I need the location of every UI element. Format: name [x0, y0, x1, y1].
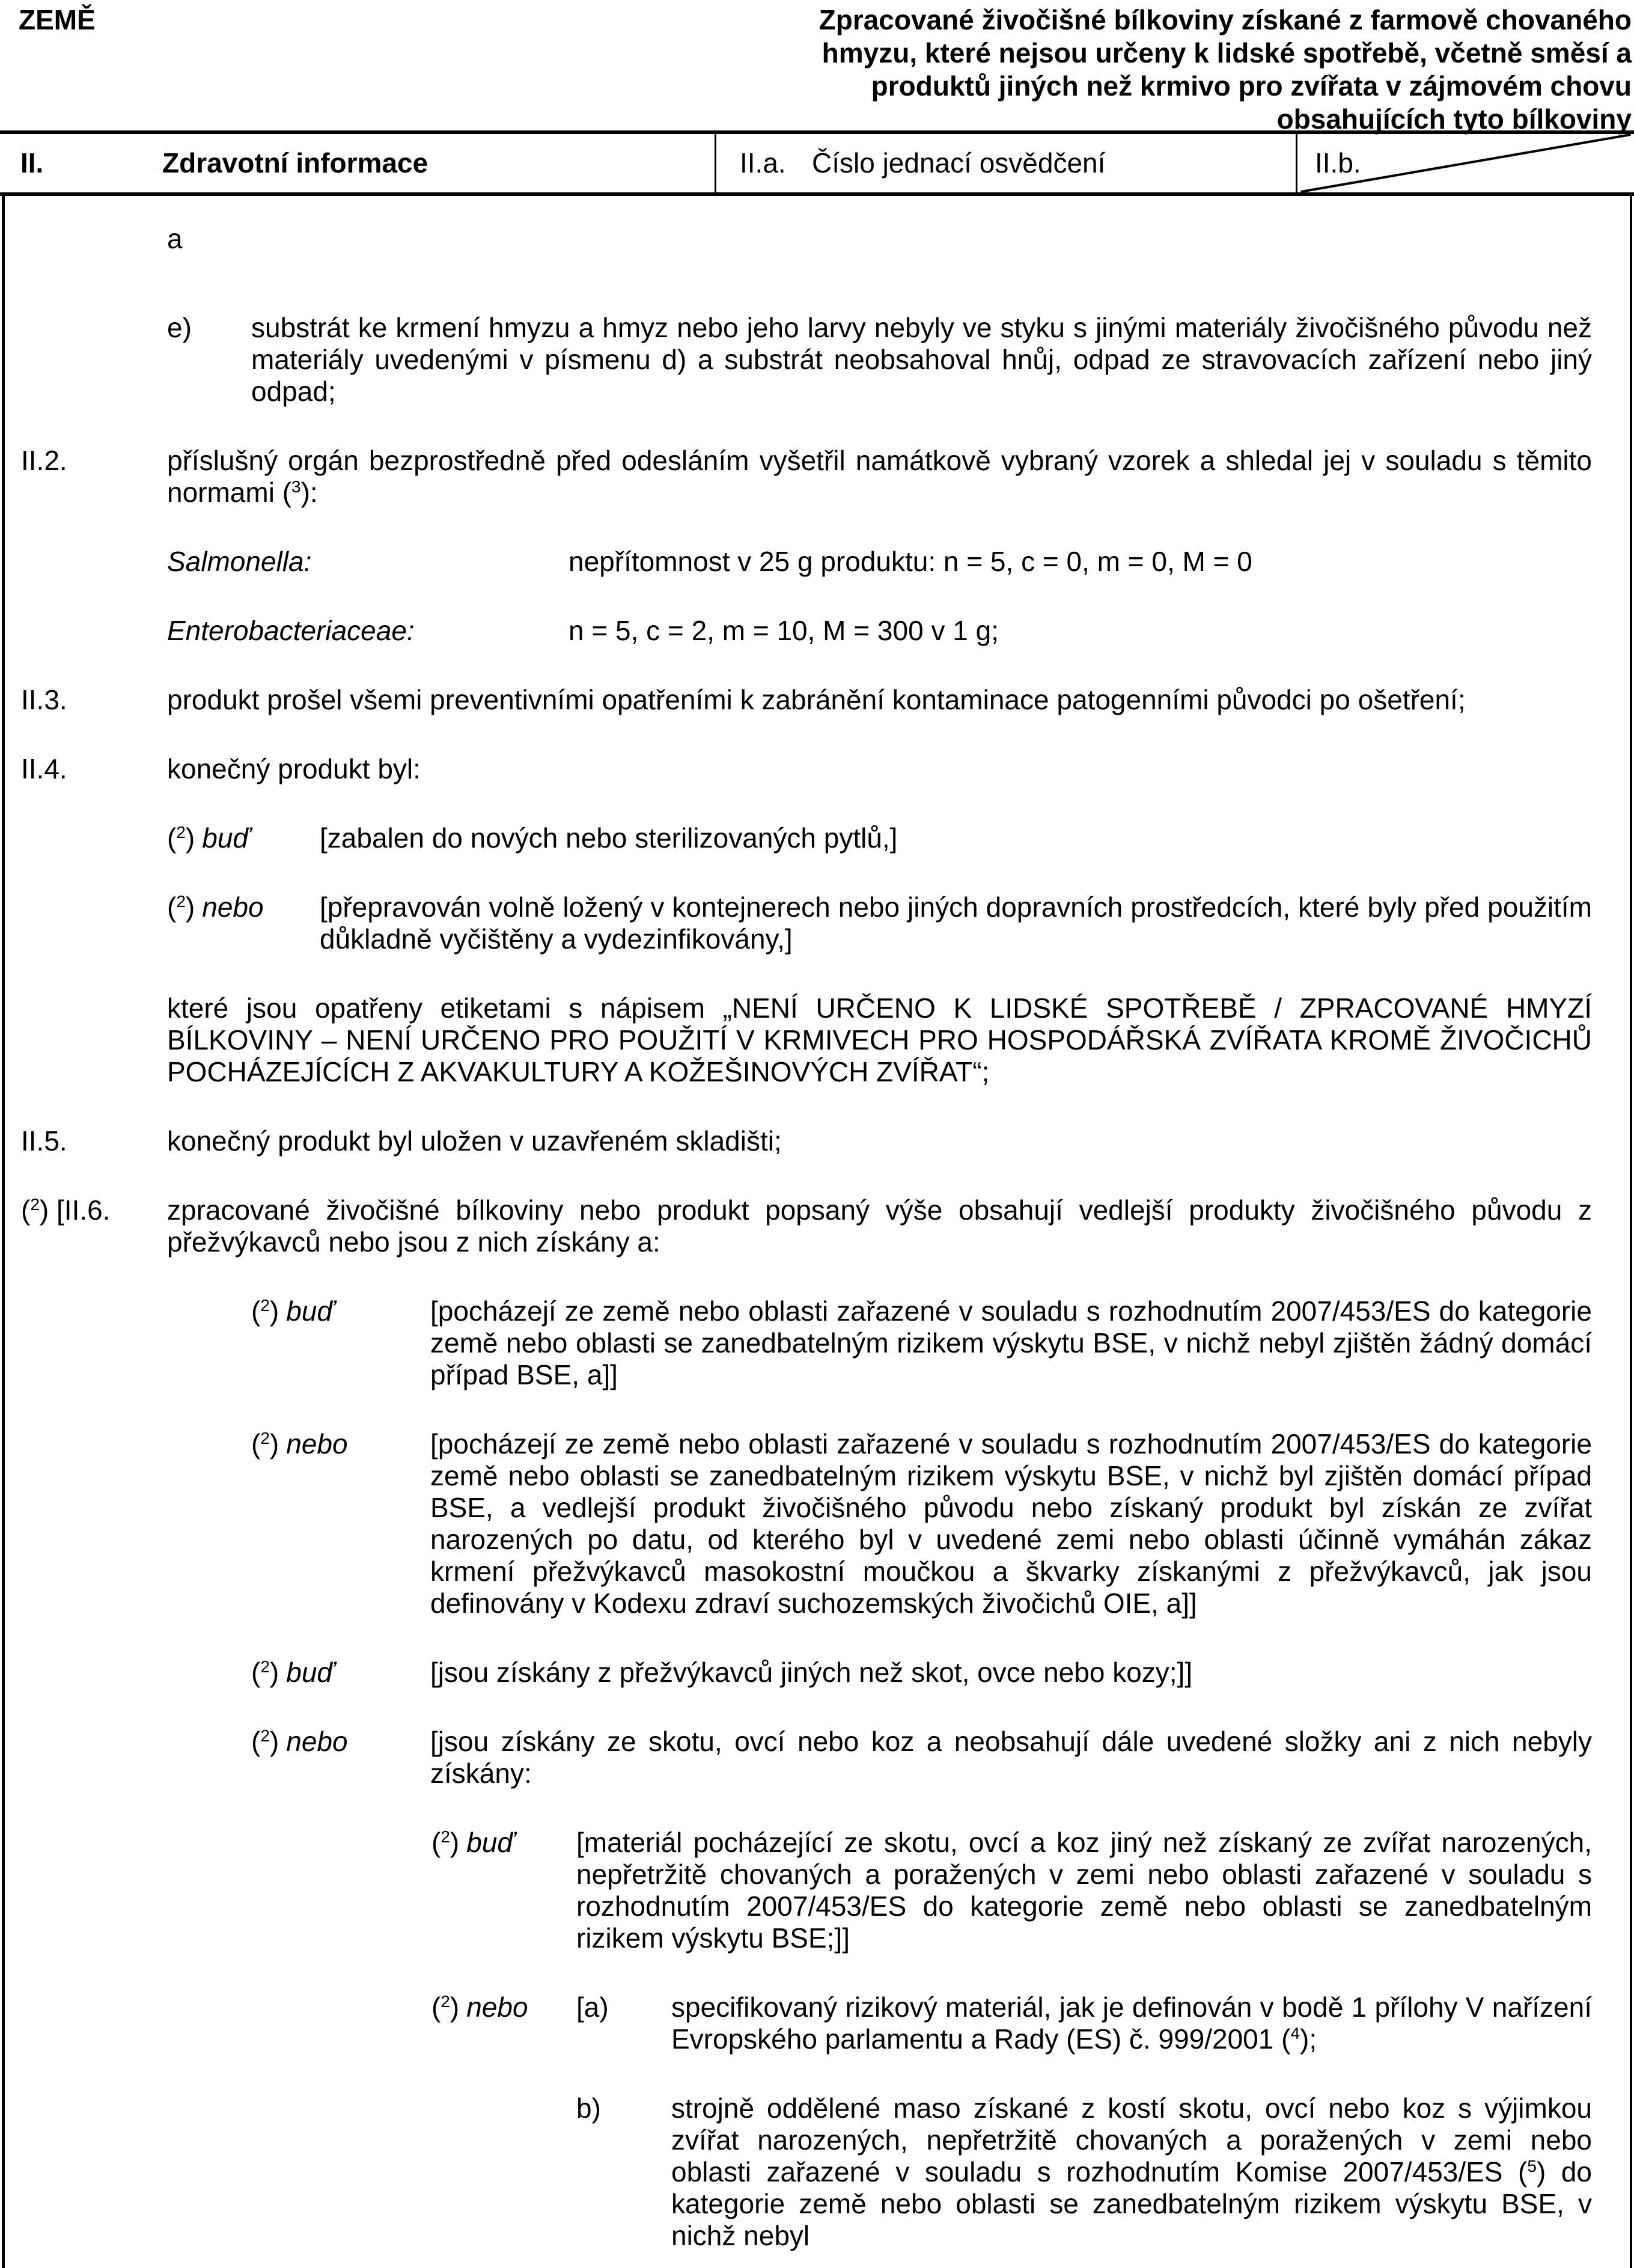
option-word-bud: buď	[466, 1827, 515, 1858]
option-either-material-text: [materiál pocházející ze skotu, ovcí a koz jiný než získaný ze zvířat narozených, nepřetržitě chovaných a poražených v zemi nebo oblasti zařazené v souladu s rozhodnutím 2007/453/ES do kategorie země nebo oblasti se zanedbatelným rizikem výskytu BSE;]]	[576, 1827, 1592, 1954]
point-b-row	[21, 2092, 1592, 2252]
part-ii-label: II.	[20, 147, 44, 179]
paren-close: )	[185, 822, 195, 854]
paren-close: )	[269, 1726, 279, 1757]
section-ii2-label: II.2.	[21, 445, 67, 476]
salmonella-label: Salmonella:	[167, 546, 312, 577]
section-ii5-text: konečný produkt byl uložen v uzavřeném skladišti;	[167, 1125, 782, 1157]
header-table	[0, 130, 1634, 196]
section-ii3-label: II.3.	[21, 684, 67, 715]
footnote-ref-3: 3	[291, 477, 301, 496]
option-either-non-bovine-ruminants-text: [jsou získány z přežvýkavců jiných než skot, ovce nebo kozy;]]	[430, 1657, 1193, 1688]
conjunction-a-text: a	[167, 223, 183, 254]
option-word-bud: buď	[286, 1657, 335, 1688]
health-information-body	[2, 196, 1632, 2268]
paren-open: (	[167, 891, 177, 923]
section-ii4-label: II.4.	[21, 753, 67, 784]
point-a-text-part1: specifikovaný rizikový materiál, jak je definován v bodě 1 přílohy V nařízení Evropského parlamentu a Rady (ES) č. 999/2001 (	[671, 1991, 1592, 2055]
country-label: ZEMĚ	[19, 4, 96, 35]
point-a-text-part2: );	[1300, 2023, 1317, 2055]
paren-close: )	[269, 1428, 279, 1460]
option-or-bovine-ovine-caprine-row	[21, 1726, 1592, 1790]
point-b-text-part1: strojně oddělené maso získané z kostí skotu, ovcí nebo koz s výjimkou zvířat narozených, nepřetržitě chovaných a poražených v zemi nebo oblasti zařazené v souladu s rozhodnutím Komise 2007/453/ES (	[671, 2092, 1592, 2187]
paren-open: (	[431, 1827, 441, 1858]
point-a-label: [a)	[576, 1991, 609, 2023]
paren-close: )	[269, 1295, 279, 1327]
footnote-ref-2: 2	[260, 1429, 270, 1447]
option-or-bovine-ovine-caprine-mark	[251, 1726, 430, 1758]
option-or-specified-risk-material-mark	[431, 1991, 576, 2023]
footnote-ref-2: 2	[30, 1195, 40, 1214]
option-word-nebo: nebo	[202, 891, 264, 923]
option-either-non-bovine-ruminants-row	[21, 1657, 1592, 1689]
paren-open: (	[431, 1991, 441, 2023]
conjunction-a-row	[21, 223, 1592, 255]
enterobacteriaceae-label: Enterobacteriaceae:	[167, 615, 415, 646]
footnote-ref-2: 2	[176, 892, 186, 911]
point-b-label: b)	[576, 2092, 601, 2124]
local-reference-cell	[1296, 134, 1634, 192]
section-ii2-text-part1: příslušný orgán bezprostředně před odesláním vyšetřil namátkově vybraný vzorek a shledal jej v souladu s těmito normami (	[167, 445, 1592, 508]
footnote-ref-2: 2	[260, 1726, 270, 1745]
option-or-bulk-transport-text: [přepravován volně ložený v kontejnerech nebo jiných dopravních prostředcích, které byly před použitím důkladně vyčištěny a vydezinfikovány,]	[320, 891, 1592, 955]
section-ii3-text: produkt prošel všemi preventivními opatřeními k zabránění kontaminace patogenními původci po ošetření;	[167, 684, 1466, 715]
footnote-ref-2: 2	[260, 1296, 270, 1315]
local-ref-label: II.b.	[1315, 147, 1361, 179]
ref-number-title: Číslo jednací osvědčení	[812, 147, 1106, 179]
option-either-packaging-text: [zabalen do nových nebo sterilizovaných pytlů,]	[320, 822, 898, 854]
labelling-note-row	[21, 992, 1592, 1088]
option-either-material-row	[21, 1827, 1592, 1954]
point-e-row	[21, 312, 1592, 408]
section-ii2-text-part2: ):	[300, 477, 318, 508]
point-a-text	[671, 1991, 1592, 2055]
point-e-text: substrát ke krmení hmyzu a hmyz nebo jeho larvy nebyly ve styku s jinými materiály živočišného původu než materiály uvedenými v písmenu d) a substrát neobsahoval hnůj, odpad ze stravovacích zařízení nebo jiný odpad;	[251, 312, 1592, 407]
section-ii4-text: konečný produkt byl:	[167, 753, 421, 784]
option-or-bse-indigenous-case-row	[21, 1428, 1592, 1619]
part-ii-title: Zdravotní informace	[162, 147, 428, 179]
option-either-non-bovine-ruminants-mark	[251, 1657, 430, 1689]
paren-open: (	[167, 822, 177, 854]
footnote-ref-2: 2	[441, 1992, 450, 2011]
section-ii6-label	[21, 1194, 167, 1226]
footnote-ref-4: 4	[1290, 2024, 1300, 2043]
section-ii4-row	[21, 753, 1592, 785]
option-word-nebo: nebo	[466, 1991, 528, 2023]
paren-close: )	[450, 1827, 460, 1858]
section-ii6-row	[21, 1194, 1592, 1258]
footnote-ref-2: 2	[176, 823, 186, 842]
point-e-label: e)	[167, 312, 192, 343]
option-or-bulk-transport-row	[21, 891, 1592, 955]
section-ii6-number: [II.6.	[49, 1194, 111, 1226]
option-or-specified-risk-material-row	[21, 1991, 1592, 2055]
certificate-title: Zpracované živočišné bílkoviny získané z farmově chovaného hmyzu, které nejsou určeny k lidské spotřebě, včetně směsí a produktů jiných než krmivo pro zvířata v zájmovém chovu obsahujících tyto bílkoviny	[819, 4, 1632, 135]
option-or-bulk-transport-mark	[167, 891, 320, 923]
paren-close: )	[450, 1991, 460, 2023]
option-or-bse-indigenous-case-mark	[251, 1428, 430, 1460]
health-information-header-cell	[0, 134, 715, 192]
option-either-bse-negligible-text: [pocházejí ze země nebo oblasti zařazené v souladu s rozhodnutím 2007/453/ES do kategorie země nebo oblasti se zanedbatelným rizikem výskytu BSE, v nichž nebyl zjištěn žádný domácí případ BSE, a]]	[430, 1295, 1592, 1390]
paren-close: )	[185, 891, 195, 923]
option-word-bud: buď	[286, 1295, 335, 1327]
option-either-bse-negligible-mark	[251, 1295, 430, 1327]
footnote-ref-2: 2	[260, 1657, 270, 1676]
paren-open: (	[251, 1428, 261, 1460]
option-either-material-mark	[431, 1827, 576, 1859]
paren-open: (	[251, 1726, 261, 1757]
enterobacteriaceae-value: n = 5, c = 2, m = 10, M = 300 v 1 g;	[569, 615, 999, 646]
paren-close: )	[39, 1194, 49, 1226]
option-or-bovine-ovine-caprine-text: [jsou získány ze skotu, ovcí nebo koz a neobsahují dále uvedené složky ani z nich nebyly získány:	[430, 1726, 1592, 1789]
section-ii2-text	[167, 445, 1592, 509]
section-ii2-row	[21, 445, 1592, 509]
section-ii6-text: zpracované živočišné bílkoviny nebo produkt popsaný výše obsahují vedlejší produkty živočišného původu z přežvýkavců nebo jsou z nich získány a:	[167, 1194, 1592, 1258]
point-b-text-part2: ) do kategorie země nebo oblasti se zanedbatelným rizikem výskytu BSE, v nichž nebyl	[671, 2156, 1592, 2251]
footnote-ref-5: 5	[1527, 2157, 1537, 2175]
option-word-bud: buď	[202, 822, 251, 854]
footnote-ref-2: 2	[441, 1827, 450, 1846]
section-ii3-row	[21, 684, 1592, 716]
option-either-packaging-row	[21, 822, 1592, 854]
paren-open: (	[251, 1295, 261, 1327]
section-ii5-label: II.5.	[21, 1125, 67, 1157]
certificate-reference-cell	[715, 134, 1296, 192]
option-or-bse-indigenous-case-text: [pocházejí ze země nebo oblasti zařazené v souladu s rozhodnutím 2007/453/ES do kategorie země nebo oblasti se zanedbatelným rizikem výskytu BSE, v nichž byl zjištěn domácí případ BSE, a vedlejší produkt živočišného původu nebo získaný produkt byl získán ze zvířat narozených po datu, od kterého byl v uvedené zemi nebo oblasti účinně vymáhán zákaz krmení přežvýkavců masokostní moučkou a škvarky získanými z přežvýkavců, jak jsou definovány v Kodexu zdraví suchozemských živočichů OIE, a]]	[430, 1428, 1592, 1619]
labelling-note-text: které jsou opatřeny etiketami s nápisem „NENÍ URČENO K LIDSKÉ SPOTŘEBĚ / ZPRACOVANÉ HMYZÍ BÍLKOVINY – NENÍ URČENO PRO POUŽITÍ V KRMIVECH PRO HOSPODÁŘSKÁ ZVÍŘATA KROMĚ ŽIVOČICHŮ POCHÁZEJÍCÍCH Z AKVAKULTURY A KOŽEŠINOVÝCH ZVÍŘAT“;	[167, 992, 1592, 1087]
paren-close: )	[269, 1657, 279, 1688]
option-either-packaging-mark	[167, 822, 320, 854]
option-word-nebo: nebo	[286, 1428, 348, 1460]
paren-open: (	[251, 1657, 261, 1688]
salmonella-row	[21, 546, 1592, 578]
option-either-bse-negligible-row	[21, 1295, 1592, 1391]
enterobacteriaceae-row	[21, 615, 1592, 647]
point-b-text	[671, 2092, 1592, 2252]
ref-number-label: II.a.	[740, 147, 786, 179]
option-word-nebo: nebo	[286, 1726, 348, 1757]
salmonella-value: nepřítomnost v 25 g produktu: n = 5, c = 0, m = 0, M = 0	[569, 546, 1252, 577]
section-ii5-row	[21, 1125, 1592, 1157]
paren-open: (	[21, 1194, 31, 1226]
